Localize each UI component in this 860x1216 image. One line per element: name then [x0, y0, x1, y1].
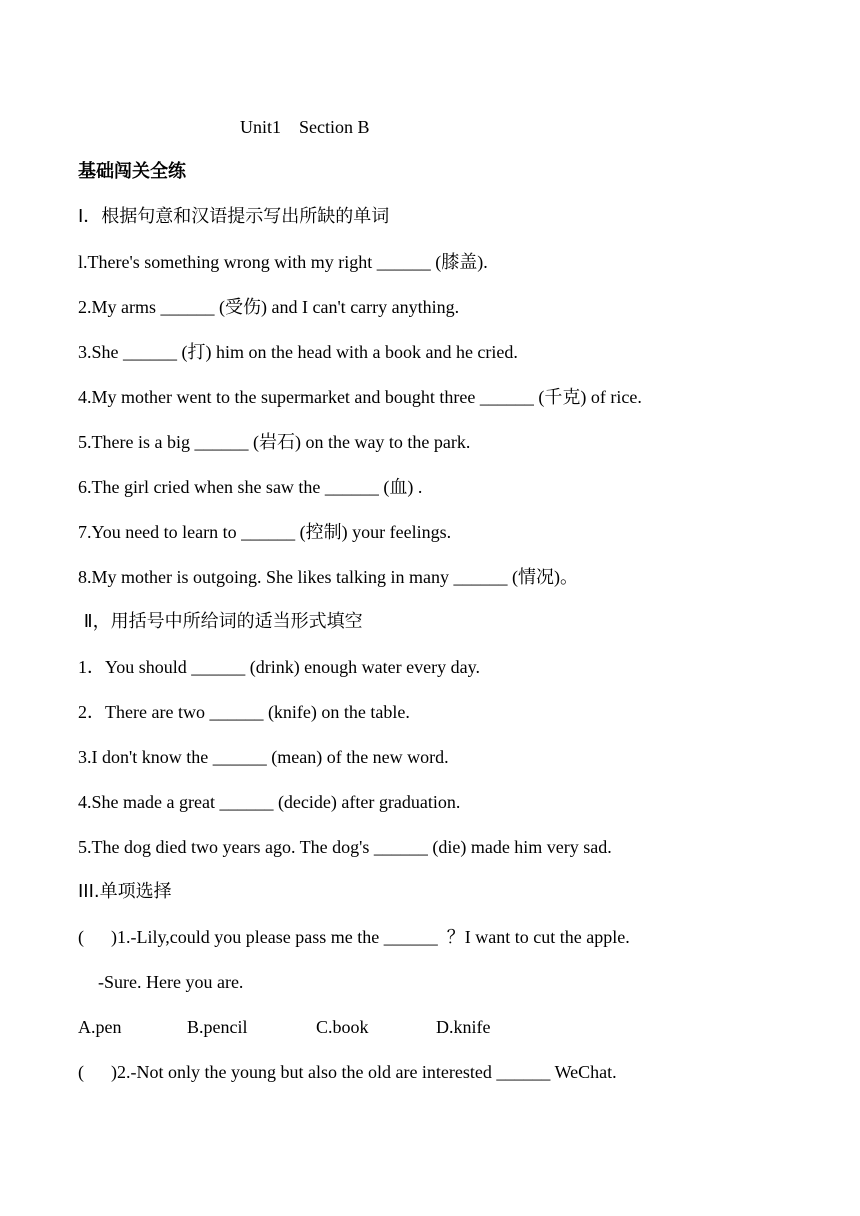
option-c: C.book — [316, 1017, 369, 1037]
exercise-item: 6.The girl cried when she saw the ______ (血) . — [78, 477, 423, 497]
option-d: D.knife — [436, 1017, 491, 1037]
page-title: Unit1 Section B — [240, 117, 370, 137]
exercise-item: 5.There is a big ______ (岩石) on the way to the park. — [78, 432, 471, 452]
exercise-item: 2．There are two ______ (knife) on the table. — [78, 702, 410, 722]
exercise-item: 2.My arms ______ (受伤) and I can't carry anything. — [78, 297, 460, 317]
question-2: ( )2.-Not only the young but also the old are interested ______ WeChat. — [78, 1062, 617, 1082]
part2-header: Ⅱ，用括号中所给词的适当形式填空 — [78, 611, 363, 632]
exercise-item: 5.The dog died two years ago. The dog's ______ (die) made him very sad. — [78, 837, 612, 857]
exercise-item: 3.I don't know the ______ (mean) of the new word. — [78, 747, 449, 767]
exercise-item: 3.She ______ (打) him on the head with a book and he cried. — [78, 342, 518, 362]
section-heading: 基础闯关全练 — [78, 161, 186, 182]
option-b: B.pencil — [187, 1017, 248, 1037]
exercise-item: 8.My mother is outgoing. She likes talking in many ______ (情况)。 — [78, 567, 578, 587]
part1-header: I．根据句意和汉语提示写出所缺的单词 — [78, 206, 390, 227]
exercise-item: 7.You need to learn to ______ (控制) your feelings. — [78, 522, 452, 542]
option-a: A.pen — [78, 1017, 122, 1037]
exercise-item: 4.My mother went to the supermarket and bought three ______ (千克) of rice. — [78, 387, 642, 407]
exercise-item: 1．You should ______ (drink) enough water every day. — [78, 657, 480, 677]
question-1-reply: -Sure. Here you are. — [98, 972, 244, 992]
exercise-item: l.There's something wrong with my right ______ (膝盖). — [78, 252, 488, 272]
question-1: ( )1.-Lily,could you please pass me the ______ ？I want to cut the apple. — [78, 927, 630, 947]
exercise-item: 4.She made a great ______ (decide) after graduation. — [78, 792, 461, 812]
part3-header: III.单项选择 — [78, 881, 172, 902]
